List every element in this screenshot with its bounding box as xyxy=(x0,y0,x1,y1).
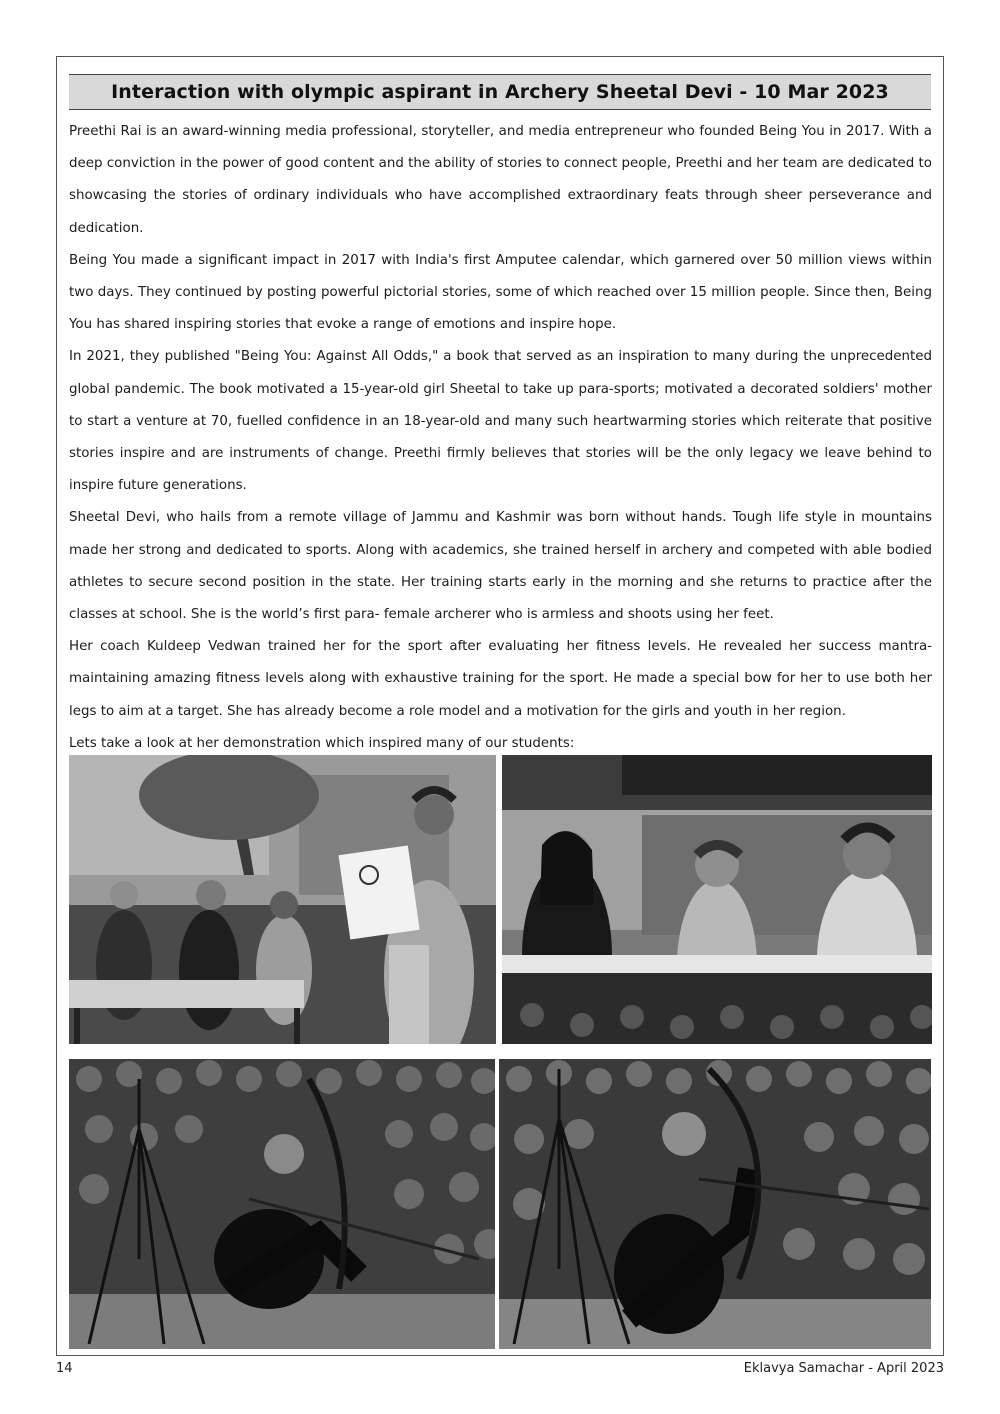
paragraph: Her coach Kuldeep Vedwan trained her for the sport after evaluating her fitness levels. He revealed her success mantra- maintaining amazing fitness levels along with exhaustive training for the sport. He made a special bow for her to use both her legs to aim at a target. She has already become a role model and a motivation for the girls and youth in her region. xyxy=(69,639,932,719)
photo-archery-demonstration-1 xyxy=(69,1059,495,1349)
page-number: 14 xyxy=(56,1361,73,1376)
paragraph: Sheetal Devi, who hails from a remote village of Jammu and Kashmir was born without hands. Tough life style in mountains made her strong and dedicated to sports. Along with academics, she trained herself in archery and competed with able bodied athletes to secure second position in the state. Her training starts early in the morning and she returns to practice after the classes at school. She is the world’s first para- female archerer who is armless and shoots using her feet. xyxy=(69,510,932,623)
paragraph: Lets take a look at her demonstration which inspired many of our students: xyxy=(69,735,575,751)
article-title: Interaction with olympic aspirant in Archery Sheetal Devi - 10 Mar 2023 xyxy=(111,81,889,103)
photo-archery-demonstration-2 xyxy=(499,1059,931,1349)
paragraph: Being You made a significant impact in 2017 with India's first Amputee calendar, which garnered over 50 million views within two days. They continued by posting powerful pictorial stories, some of which reached over 15 million people. Since then, Being You has shared inspiring stories that evoke a range of emotions and inspire hope. xyxy=(69,252,932,333)
photo-panel-speakers xyxy=(502,755,932,1044)
paragraph: In 2021, they published "Being You: Against All Odds," a book that served as an inspiration to many during the unprecedented global pandemic. The book motivated a 15-year-old girl Sheetal to take up para-sports; motivated a decorated soldiers' mother to start a venture at 70, fuelled confidence in an 18-year-old and many such heartwarming stories which reiterate that positive stories inspire and are instruments of change. Preethi firmly believes that stories will be the only legacy we leave behind to inspire future generations. xyxy=(69,349,932,494)
article-title-bar xyxy=(69,74,931,110)
paragraph: Preethi Rai is an award-winning media professional, storyteller, and media entrepreneur who founded Being You in 2017. With a deep conviction in the power of good content and the ability of stories to connect people, Preethi and her team are dedicated to showcasing the stories of ordinary individuals who have accomplished extraordinary feats through sheer perseverance and dedication. xyxy=(69,124,932,236)
publication-footer: Eklavya Samachar - April 2023 xyxy=(743,1361,944,1376)
article-body xyxy=(69,116,932,760)
photo-student-reading-with-panel xyxy=(69,755,496,1044)
